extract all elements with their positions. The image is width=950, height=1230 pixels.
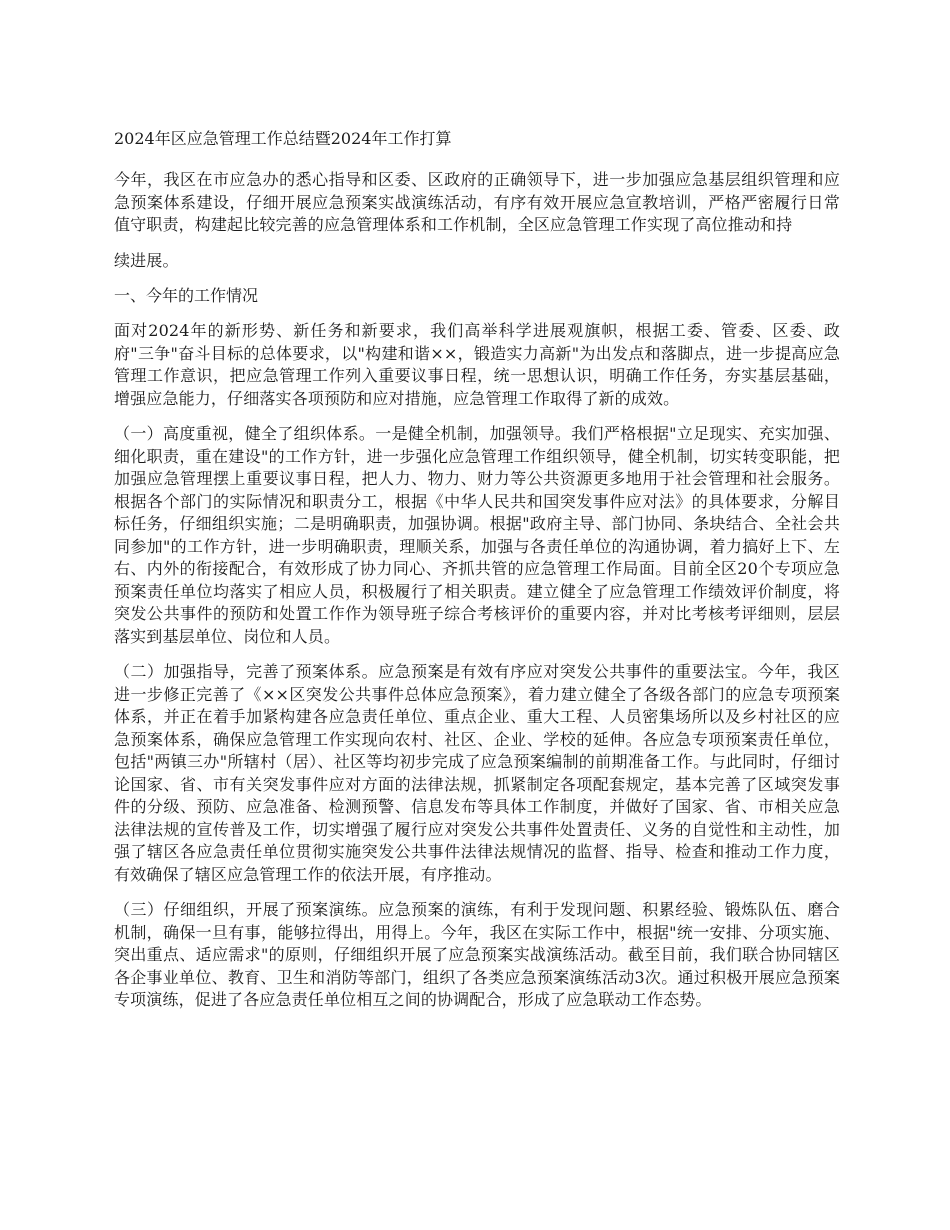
document-title: 2024年区应急管理工作总结暨2024年工作打算 — [114, 129, 452, 148]
intro-paragraph: 今年，我区在市应急办的悉心指导和区委、区政府的正确领导下，进一步加强应急基层组织管理和应急预案体系建设，仔细开展应急预案实战演练活动，有序有效开展应急宣教培训，严格严密履行日常值守职责，构建起比较完善的应急管理体系和工作机制，全区应急管理工作实现了高位推动和持 — [114, 170, 840, 234]
document-page — [114, 118, 840, 1025]
intro-continuation: 续进展。 — [114, 250, 179, 270]
overview-paragraph: 面对2024年的新形势、新任务和新要求，我们高举科学进展观旗帜，根据工委、管委、区委、政府"三争"奋斗目标的总体要求，以"构建和谐××，锻造实力高新"为出发点和落脚点，进一步提高应急管理工作意识，把应急管理工作列入重要议事日程，统一思想认识，明确工作任务，夯实基层基础，增强应急能力，仔细落实各项预防和应对措施，应急管理工作取得了新的成效。 — [114, 321, 840, 408]
organization-paragraph: （一）高度重视，健全了组织体系。一是健全机制，加强领导。我们严格根据"立足现实、充实加强、细化职责，重在建设"的工作方针，进一步强化应急管理工作组织领导，健全机制，切实转变职能，把加强应急管理摆上重要议事日程，把人力、物力、财力等公共资源更多地用于社会管理和社会服务。根据各个部门的实际情况和职责分工，根据《中华人民共和国突发事件应对法》的具体要求，分解目标任务，仔细组织实施；二是明确职责，加强协调。根据"政府主导、部门协同、条块结合、全社会共同参加"的工作方针，进一步明确职责，理顺关系，加强与各责任单位的沟通协调，着力搞好上下、左右、内外的衔接配合，有效形成了协力同心、齐抓共管的应急管理工作局面。目前全区20个专项应急预案责任单位均落实了相应人员，积极履行了相关职责。建立健全了应急管理工作绩效评价制度，将突发公共事件的预防和处置工作作为领导班子综合考核评价的重要内容，并对比考核考评细则，层层落实到基层单位、岗位和人员。 — [114, 424, 840, 646]
section-heading: 一、今年的工作情况 — [114, 286, 259, 305]
plan-system-paragraph: （二）加强指导，完善了预案体系。应急预案是有效有序应对突发公共事件的重要法宝。今年，我区进一步修正完善了《××区突发公共事件总体应急预案》，着力建立健全了各级各部门的应急专项预案体系，并正在着手加紧构建各应急责任单位、重点企业、重大工程、人员密集场所以及乡村社区的应急预案体系，确保应急管理工作实现向农村、社区、企业、学校的延伸。各应急专项预案责任单位，包括"两镇三办"所辖村（居）、社区等均初步完成了应急预案编制的前期准备工作。与此同时，仔细讨论国家、省、市有关突发事件应对方面的法律法规，抓紧制定各项配套规定，基本完善了区域突发事件的分级、预防、应急准备、检测预警、信息发布等具体工作制度，并做好了国家、省、市相关应急法律法规的宣传普及工作，切实增强了履行应对突发公共事件处置责任、义务的自觉性和主动性，加强了辖区各应急责任单位贯彻实施突发公共事件法律法规情况的监督、指导、检查和推动工作力度，有效确保了辖区应急管理工作的依法开展，有序推动。 — [114, 662, 840, 884]
drill-paragraph: （三）仔细组织，开展了预案演练。应急预案的演练，有利于发现问题、积累经验、锻炼队伍、磨合机制，确保一旦有事，能够拉得出，用得上。今年，我区在实际工作中，根据"统一安排、分项实施、突出重点、适应需求"的原则，仔细组织开展了应急预案实战演练活动。截至目前，我们联合协同辖区各企事业单位、教育、卫生和消防等部门，组织了各类应急预案演练活动3次。通过积极开展应急预案专项演练，促进了各应急责任单位相互之间的协调配合，形成了应急联动工作态势。 — [114, 900, 840, 1009]
